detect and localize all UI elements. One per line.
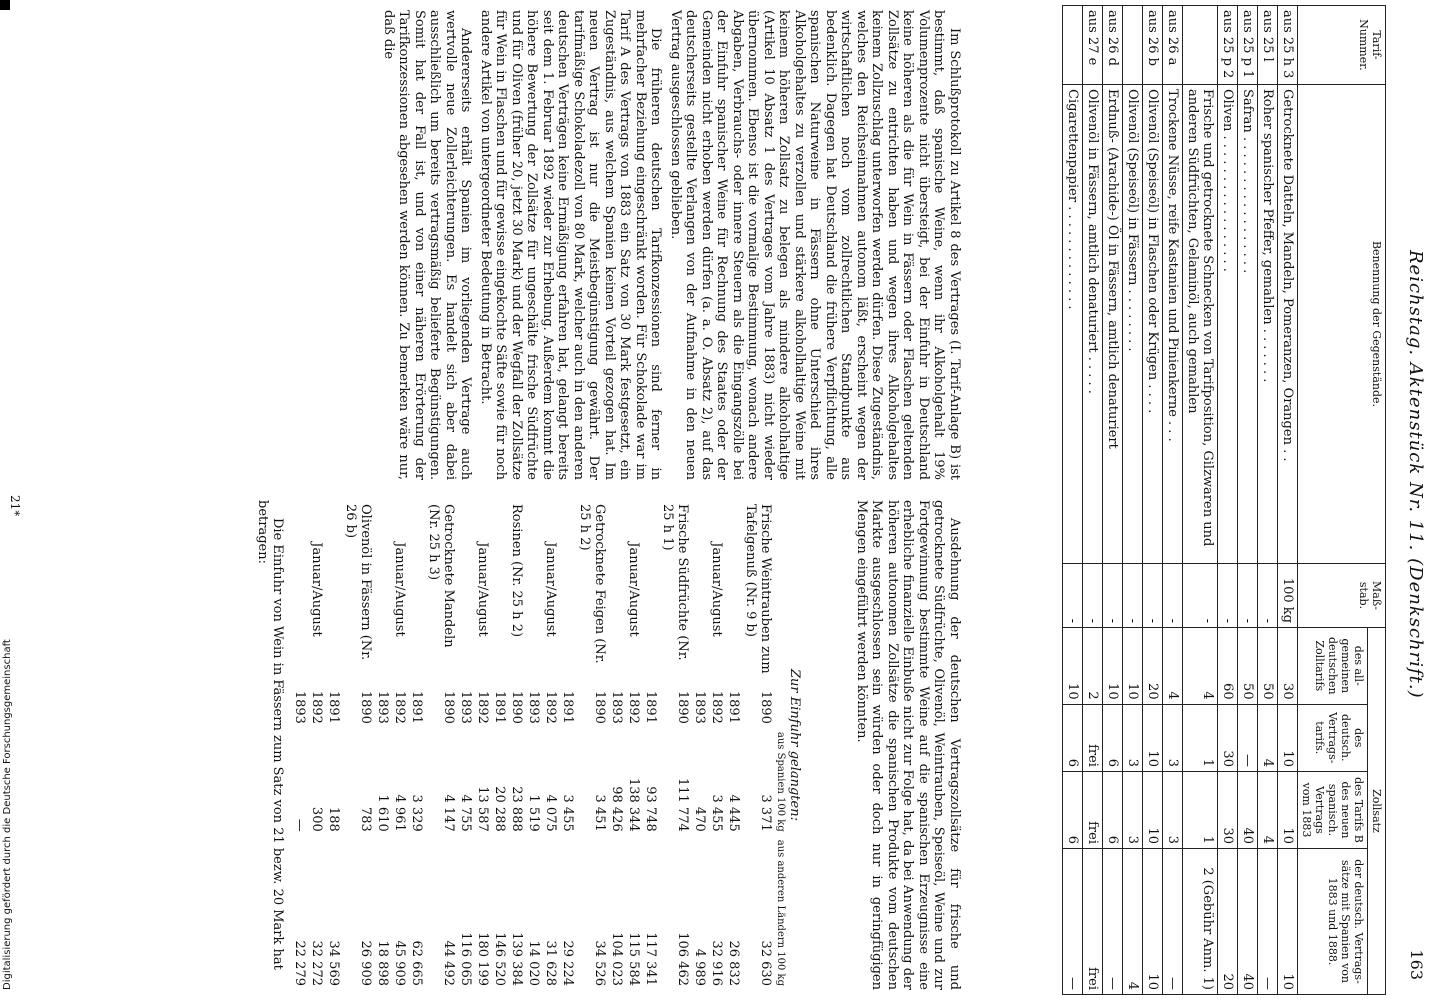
stats-year: 1893 [375, 690, 390, 724]
stats-other: 180 199 [475, 932, 490, 986]
stats-year: 1890 [675, 690, 690, 724]
duty-tariff-b-cell: 3 [1163, 771, 1183, 848]
duty-treaty-cell: 30 [1218, 704, 1238, 771]
duty-general-cell: 2 [1083, 628, 1103, 705]
stats-period: Januar/August [392, 542, 407, 637]
stats-label: Getrocknete Feigen (Nr. 25 h 2) [577, 504, 607, 664]
table-row [1278, 6, 1298, 995]
duty-tariff-b-cell: frei [1083, 771, 1103, 848]
stats-row [576, 500, 608, 990]
table-row [1143, 6, 1163, 995]
stats-spain: 3 329 [409, 794, 424, 832]
stats-spain: 4 961 [392, 794, 407, 832]
unit-cell: - [1123, 564, 1143, 628]
stats-period: Januar/August [543, 542, 558, 637]
duty-treaty-cell: 6 [1103, 704, 1123, 771]
stats-spain: 111 774 [675, 777, 690, 832]
stats-other: 104 023 [609, 932, 624, 986]
tariff-no-cell: aus 25 p 2 [1218, 6, 1238, 85]
page-header [1406, 0, 1432, 1000]
stats-period: Januar/August [309, 542, 324, 637]
header-col3: des Tarifs B des neuen spanisch. Vertrags vom 1883 [1298, 771, 1368, 848]
tariff-no-cell: aus 25 p 1 [1238, 6, 1258, 85]
duty-treaty-cell: 10 [1143, 704, 1163, 771]
stats-period: Januar/August [475, 542, 490, 637]
description-cell: Getrocknete Datteln, Mandeln, Pomeranzen, Orangen . . [1278, 85, 1298, 564]
tariff-no-cell [1183, 6, 1218, 85]
stats-row [708, 500, 725, 990]
stats-row [408, 500, 425, 990]
table-row [1218, 6, 1238, 995]
stats-other: 18 898 [375, 940, 390, 986]
tariff-no-cell: aus 25 h 3 [1278, 6, 1298, 85]
stats-row [659, 500, 691, 990]
duty-treaty-cell: — [1238, 704, 1258, 771]
stats-spain: 4 147 [441, 794, 456, 832]
stats-row [725, 500, 742, 990]
stats-row [508, 500, 525, 990]
stats-row [374, 500, 391, 990]
duty-tariff-b-cell: 10 [1143, 771, 1163, 848]
duty-treaty-cell: 1 [1183, 704, 1218, 771]
table-row [1103, 6, 1123, 995]
import-statistics [255, 500, 802, 990]
left-text-column [377, 10, 963, 480]
duty-tariff-b-cell: 6 [1103, 771, 1123, 848]
duty-general-cell: 60 [1218, 628, 1238, 705]
stats-year: 1892 [309, 690, 324, 724]
description-cell: Olivenöl (Speiseöl) in Fässern . . . . . . . . [1123, 85, 1143, 564]
unit-cell: - [1218, 564, 1238, 628]
unit-cell: - [1083, 564, 1103, 628]
stats-spain: 98 426 [609, 786, 624, 832]
stats-year: 1891 [643, 690, 658, 724]
header-col1: des all-gemeinen deutschen Zolltarifs [1298, 628, 1368, 705]
stats-year: 1891 [409, 690, 424, 724]
stats-year: 1891 [726, 690, 741, 724]
description-cell: Erdnuß- (Arachide-) Öl in Fässern, amtlich denaturiert [1103, 85, 1123, 564]
stats-row [457, 500, 474, 990]
table-header-row [1368, 6, 1386, 995]
header-col2: des deutsch. Vertrags-tarifs. [1298, 704, 1368, 771]
stats-row [491, 500, 508, 990]
table-row [1163, 6, 1183, 995]
stats-label: Getrocknete Mandeln (Nr. 25 h 3) [426, 504, 456, 648]
stats-spain: 4 075 [543, 794, 558, 832]
stats-year: 1890 [441, 690, 456, 724]
stats-other: 117 341 [643, 932, 658, 986]
stats-year: 1892 [475, 690, 490, 724]
duty-tariff-b-cell: 10 [1278, 771, 1298, 848]
stats-other: 34 526 [592, 940, 607, 986]
stats-row [625, 500, 642, 990]
digitization-text: Digitalisierung gefördert durch die Deutsche Forschungsgemeinschaft [2, 639, 13, 990]
duty-general-cell: 30 [1278, 628, 1298, 705]
tariff-no-cell: aus 26 d [1103, 6, 1123, 85]
description-cell: Oliven . . . . . . . . . . . . . . . . . [1218, 85, 1238, 564]
paragraph: Andererseits erhält Spanien im vorliegenden Vertrage auch wertvolle neue Zollerleichterungen. Es handelt sich aber dabei ausschließlich um bereits vertragsmäßig belieferte Begünstigungen. Somit hat der Fall ist, und von einer näheren Erörterung der Tarifkonzessionen abgesehen werden können. Zu bemerken wäre nur, daß die [381, 10, 474, 480]
stats-row [425, 500, 457, 990]
unit-cell: - [1143, 564, 1163, 628]
stats-other: 22 279 [292, 940, 307, 986]
stats-other: 115 584 [626, 932, 641, 986]
stats-other: 26 832 [726, 940, 741, 986]
tariff-body [1063, 6, 1298, 995]
duty-treaty-spain-cell: 40 [1238, 849, 1258, 995]
duty-general-cell: 20 [1143, 628, 1163, 705]
stats-other: 44 492 [441, 940, 456, 986]
stats-spain: — [292, 818, 307, 832]
page-title: Reichstag. Aktenstück Nr. 11. (Denkschrift.) [1405, 250, 1426, 699]
table-row [1063, 6, 1083, 995]
stats-year: 1892 [543, 690, 558, 724]
stats-other: 4 989 [692, 948, 707, 986]
table-row [1183, 6, 1218, 995]
stats-spain: 300 [309, 806, 324, 832]
stats-year: 1892 [626, 690, 641, 724]
duty-treaty-spain-cell: — [1103, 849, 1123, 995]
stats-year: 1890 [358, 690, 373, 724]
stats-spain: 93 748 [643, 786, 658, 832]
stats-col-spain: aus Spanien 100 kg [775, 731, 786, 832]
stats-row [325, 500, 342, 990]
unit-cell: - [1103, 564, 1123, 628]
duty-general-cell: 50 [1238, 628, 1258, 705]
duty-general-cell: 10 [1123, 628, 1143, 705]
stats-period: Januar/August [626, 542, 641, 637]
duty-treaty-cell: 10 [1278, 704, 1298, 771]
stats-spain: 1 610 [375, 794, 390, 832]
stats-year: 1890 [509, 690, 524, 724]
header-description: Benennung der Gegenstände. [1298, 85, 1386, 564]
duty-tariff-b-cell: 40 [1238, 771, 1258, 848]
paragraph: Ausdehnung der deutschen Vertragszollsätze für frische und getrocknete Südfrüchte, Olivenöl, Weintrauben, Speiseöl, Weine und zur Fortgewinnung bestimmte Weine auf die spanischen Erzeugnisse eine erhebliche finanzielle Einbuße nicht zur Folge hat, da bei Anwendung der höheren autonomen Zollsätze die spanischen Produkte vom deutschen Markte ausgeschlossen sein würden oder doch nur in geringfügigen Mengen eingeführt werden könnten. [854, 500, 962, 990]
duty-treaty-cell: 3 [1163, 704, 1183, 771]
duty-treaty-spain-cell: 20 [1218, 849, 1238, 995]
header-unit: Maß-stab. [1298, 564, 1386, 628]
unit-cell: - [1258, 564, 1278, 628]
stats-other: 32 630 [758, 940, 773, 986]
tariff-no-cell: aus 25 l [1258, 6, 1278, 85]
table-row [1083, 6, 1103, 995]
stats-other: 32 916 [709, 940, 724, 986]
stats-other: 106 462 [675, 932, 690, 986]
stats-year: 1892 [392, 690, 407, 724]
stats-other: 146 520 [492, 932, 507, 986]
digitization-note [2, 600, 16, 990]
page-mark: 21* [8, 495, 22, 517]
stats-col-other: aus anderen Ländern 100 kg [775, 839, 786, 986]
stats-year: 1892 [709, 690, 724, 724]
stats-closing: Die Einfuhr von Wein in Fässern zum Satz von 21 bezw. 20 Mark hat betragen: [255, 500, 285, 970]
stats-spain: 188 [326, 806, 341, 832]
stats-other: 34 569 [326, 940, 341, 986]
stats-year: 1893 [458, 690, 473, 724]
stats-table [291, 500, 787, 990]
stats-label: Rosinen (Nr. 25 h 2) [509, 504, 524, 638]
stats-other: 116 065 [458, 932, 473, 986]
stats-row [525, 500, 542, 990]
tariff-no-cell [1063, 6, 1083, 85]
description-cell: Safran . . . . . . . . . . . . . . . . . [1238, 85, 1258, 564]
page-number: 163 [1407, 949, 1426, 980]
duty-tariff-b-cell: 30 [1218, 771, 1238, 848]
header-duty: Zollsatz [1368, 628, 1386, 995]
stats-year: 1893 [609, 690, 624, 724]
tariff-no-cell: aus 26 b [1143, 6, 1163, 85]
stats-row [691, 500, 708, 990]
duty-general-cell: 4 [1163, 628, 1183, 705]
stats-row [391, 500, 408, 990]
stats-other: 62 665 [409, 940, 424, 986]
unit-cell: - [1238, 564, 1258, 628]
stats-spain: 20 288 [492, 786, 507, 832]
stats-row [308, 500, 325, 990]
duty-treaty-spain-cell: 10 [1278, 849, 1298, 995]
stats-label: Olivenöl in Fässern (Nr. 26 b) [343, 504, 373, 661]
right-text-column [850, 500, 963, 990]
description-cell: Olivenöl in Fässern, amtlich denaturiert . . . . . [1083, 85, 1103, 564]
stats-other: 139 384 [509, 932, 524, 986]
unit-cell: - [1063, 564, 1083, 628]
stats-year: 1893 [692, 690, 707, 724]
duty-general-cell: 50 [1258, 628, 1278, 705]
unit-cell: 100 kg [1278, 564, 1298, 628]
stats-spain: 138 344 [626, 777, 641, 832]
duty-treaty-cell: frei [1083, 704, 1103, 771]
stats-spain: 3 455 [709, 794, 724, 832]
stats-spain: 4 445 [726, 794, 741, 832]
stats-label: Frische Südfrüchte (Nr. 25 h 1) [660, 504, 690, 661]
stats-year: 1890 [592, 690, 607, 724]
stats-row [542, 500, 559, 990]
duty-treaty-cell: 4 [1258, 704, 1278, 771]
stats-other: 45 909 [392, 940, 407, 986]
stats-spain: 783 [358, 806, 373, 832]
stats-period: Januar/August [709, 542, 724, 637]
header-tariff-no: Tarif-Nummer. [1298, 6, 1386, 85]
tariff-no-cell [1123, 6, 1143, 85]
tariff-no-cell: aus 27 e [1083, 6, 1103, 85]
stats-spain: 3 371 [758, 794, 773, 832]
stats-other: 14 020 [526, 940, 541, 986]
stats-row [291, 500, 308, 990]
stats-row [742, 500, 774, 990]
duty-tariff-b-cell: 6 [1063, 771, 1083, 848]
duty-treaty-spain-cell: 2 (Gebühr Anm. 1) [1183, 849, 1218, 995]
stats-year: 1891 [560, 690, 575, 724]
stats-spain: 3 451 [592, 794, 607, 832]
duty-treaty-spain-cell: 4 [1123, 849, 1143, 995]
tariff-table [1062, 5, 1386, 995]
duty-general-cell: 10 [1063, 628, 1083, 705]
duty-general-cell: 4 [1183, 628, 1218, 705]
stats-row [559, 500, 576, 990]
description-cell: Cigarettenpapier . . . . . . . . . . . . . [1063, 85, 1083, 564]
stats-spain: 470 [692, 806, 707, 832]
duty-treaty-cell: 6 [1063, 704, 1083, 771]
stats-body [291, 500, 774, 990]
duty-general-cell: 10 [1103, 628, 1123, 705]
stats-other: 32 272 [309, 940, 324, 986]
table-row [1123, 6, 1143, 995]
stats-spain: 23 888 [509, 786, 524, 832]
description-cell: Olivenöl (Speiseöl) in Flaschen oder Krügen . . . . [1143, 85, 1163, 564]
table-row [1258, 6, 1278, 995]
stats-row [474, 500, 491, 990]
paragraph: Die früheren deutschen Tarifkonzessionen sind ferner in mehrfacher Beziehung eingeschränkt worden. Für Schokolade war im Tarif A des Vertrags von 1883 ein Satz von 30 Mark festgesetzt, ein Zugeständnis, aus welchem Spanien keinen Vorteil gezogen hat. Im neuen Vertrag ist nur die Meistbegünstigung gewährt. Der tarifmäßige Schokoladezoll von 80 Mark, welcher auch in den anderen deutschen Verträgen keine Ermäßigung erfahren hat, gelangt bereits seit dem 1. Februar 1892 wieder zur Erhebung. Außerdem kommt die höhere Bewertung der Zollsätze für ungeschälte frische Südfrüchte und für Oliven (früher 20, jetzt 30 Mark) und der Wegfall der Zollsätze für Wein in Flaschen und für gewisse eingekochte Säfte sowie für noch andere Artikel von untergeordneter Bedeutung in Betracht. [478, 10, 664, 480]
duty-treaty-spain-cell: — [1258, 849, 1278, 995]
stats-other: 26 909 [358, 940, 373, 986]
stats-spain: 1 519 [526, 794, 541, 832]
description-cell: Roher spanischer Pfeffer, gemahlen . . . . . . . [1258, 85, 1278, 564]
unit-cell: - [1183, 564, 1218, 628]
duty-treaty-spain-cell: — [1063, 849, 1083, 995]
duty-tariff-b-cell: 4 [1258, 771, 1278, 848]
duty-treaty-cell: 3 [1123, 704, 1143, 771]
duty-treaty-spain-cell: frei [1083, 849, 1103, 995]
description-cell: Frische und getrocknete Schnecken von Tarifposition, Gilzwaren und anderen Südfrüchten, Gelaminöl, auch gemahlen [1183, 85, 1218, 564]
stats-row [642, 500, 659, 990]
stats-label: Frische Weintrauben zum Tafelgenuß (Nr. 9 b) [743, 504, 773, 674]
stats-row [608, 500, 625, 990]
stats-row [342, 500, 374, 990]
duty-tariff-b-cell: 1 [1183, 771, 1218, 848]
duty-treaty-spain-cell: — [1163, 849, 1183, 995]
tariff-no-cell: aus 26 a [1163, 6, 1183, 85]
description-cell: Trockene Nüsse, reife Kastanien und Pinienkerne . . . [1163, 85, 1183, 564]
unit-cell: - [1163, 564, 1183, 628]
stats-heading: Zur Einfuhr gelangten: [787, 669, 802, 821]
stats-other: 29 224 [560, 940, 575, 986]
header-col4: der deutsch. Vertrags-sätze mit Spanien von 1883 und 1888. [1298, 849, 1368, 995]
paragraph: Im Schlußprotokoll zu Artikel 8 des Vertrages (I. Tarif-Anlage B) ist bestimmt, daß spanische Weine, wenn ihr Alkoholgehalt 19% Volumenprozente nicht übersteigt, bei der Einfuhr in Deutschland keine höheren als die für Wein in Fässern oder Flaschen geltenden Zollsätze zu entrichten haben und wegen ihres Alkoholgehaltes keinem Zollzuschlag unterworfen werden dürfen. Diese Zugeständnis, welches den Reichseinnahmen autonom läßt, erscheint wegen der wirtschaftlichen noch vom zollrechtlichen Standpunkte aus bedenklich. Dagegen hat Deutschland die frühere Verpflichtung, alle spanischen Naturweine in Fässern ohne Unterschied ihres Alkoholgehaltes zu verzollen und stärkere alkoholhaltige Weine mit keinem höheren Zollsatz zu belegen als mindere alkoholhaltige (Artikel 10 Absatz 1 des Vertrages vom Jahre 1883) nicht wieder übernommen. Ebenso ist die vormalige Bestimmung, wonach andere Abgaben, Verbrauchs- oder innere Steuern als die Eingangszölle bei der Einfuhr spanischer Weine für Rechnung des Staates oder der Gemeinden nicht erhoben werden dürfen (a. a. O. Absatz 2), auf das deutscherseits gestellte Verlangen von der Aufnahme in den neuen Vertrag ausgeschlossen geblieben. [668, 10, 962, 480]
stats-year: 1891 [326, 690, 341, 724]
stats-spain: 4 755 [458, 794, 473, 832]
stats-spain: 3 455 [560, 794, 575, 832]
stats-year: 1893 [526, 690, 541, 724]
duty-treaty-spain-cell: 10 [1143, 849, 1163, 995]
table-row [1238, 6, 1258, 995]
stats-year: 1891 [492, 690, 507, 724]
duty-tariff-b-cell: 3 [1123, 771, 1143, 848]
stats-spain: 13 587 [475, 786, 490, 832]
stats-other: 31 628 [543, 940, 558, 986]
stats-year: 1893 [292, 690, 307, 724]
stats-year: 1890 [758, 690, 773, 724]
